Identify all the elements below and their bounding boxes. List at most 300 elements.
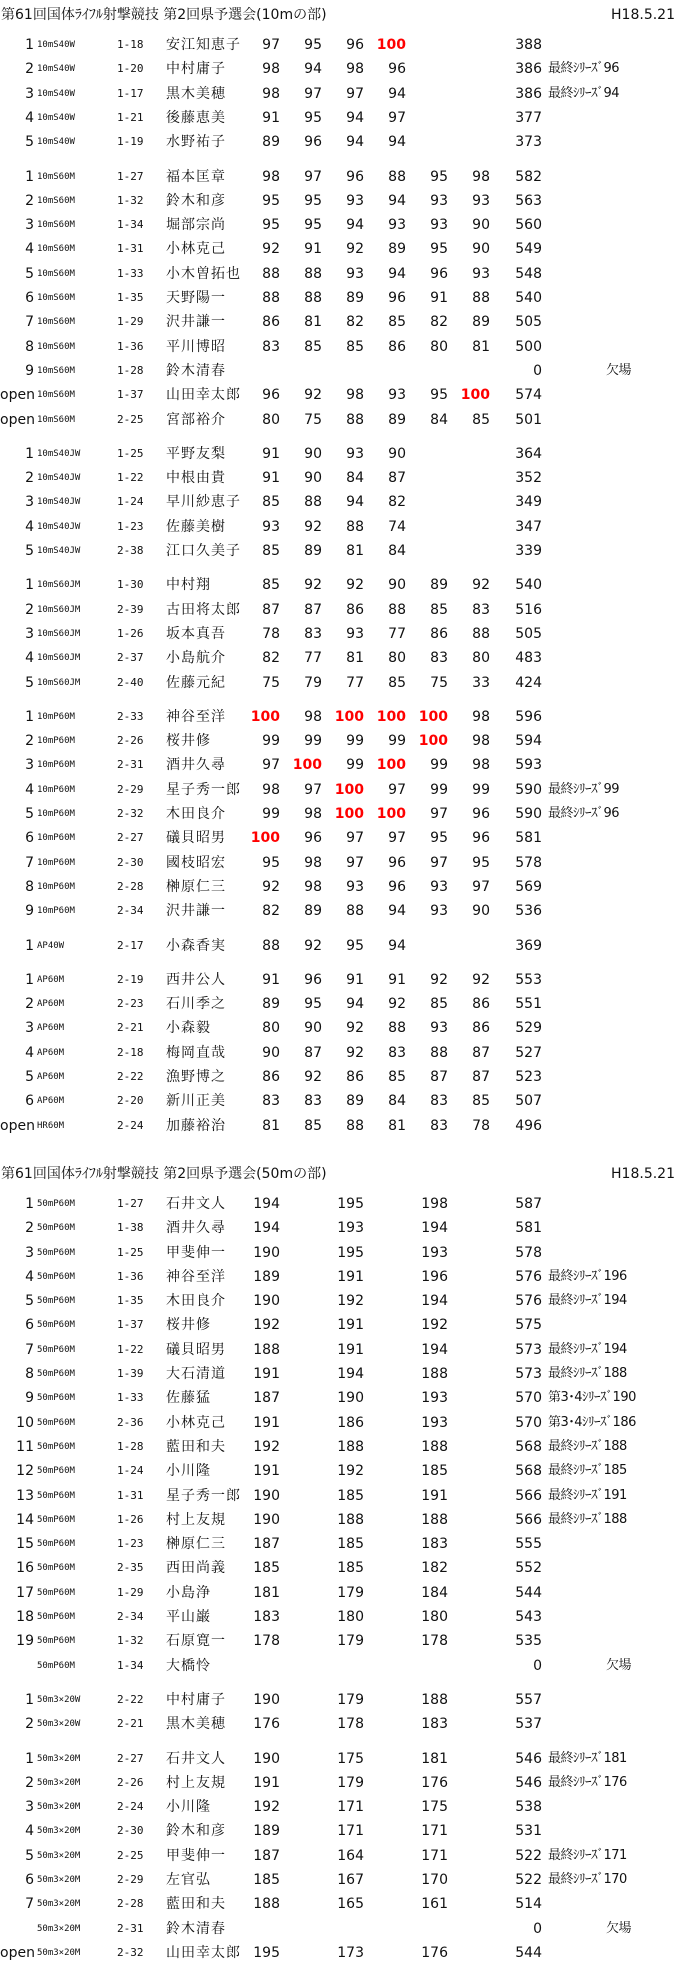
series-score: 86 (262, 314, 280, 331)
bib-number: 2-38 (117, 544, 144, 557)
bib-number: 2-31 (117, 1921, 144, 1935)
athlete-name: 大石清道 (166, 1366, 226, 1382)
result-row (0, 1411, 677, 1435)
series-score: 185 (253, 1872, 280, 1888)
series-score: 93 (346, 625, 364, 642)
result-row (0, 1016, 677, 1040)
total-score: 552 (515, 1560, 542, 1577)
rank: 6 (25, 830, 34, 847)
result-row (0, 1795, 677, 1819)
series-score: 86 (262, 1069, 280, 1085)
series-score: 96 (346, 168, 364, 185)
remark: 最終ｼﾘｰｽﾞ170 (548, 1872, 627, 1887)
bib-number: 2-36 (117, 1415, 144, 1429)
athlete-name: 礒貝昭男 (166, 830, 226, 847)
series-score: 93 (346, 878, 364, 895)
series-score: 88 (472, 290, 490, 306)
series-score: 185 (337, 1487, 364, 1504)
series-score: 176 (421, 1774, 448, 1791)
bib-number: 1-17 (117, 86, 144, 100)
total-score: 573 (515, 1366, 542, 1382)
series-score: 95 (430, 241, 448, 258)
result-row (0, 705, 677, 729)
series-score: 185 (337, 1560, 364, 1577)
event-class: 50mP60M (37, 1539, 75, 1550)
series-score: 179 (337, 1633, 364, 1650)
series-score: 93 (430, 878, 448, 895)
total-score: 549 (515, 241, 542, 258)
rank: 4 (25, 518, 34, 535)
series-score: 89 (304, 543, 322, 559)
rank: 6 (25, 1093, 34, 1110)
event-class: 50m3×20M (37, 1875, 81, 1885)
series-score: 88 (304, 494, 322, 511)
result-row (0, 1114, 677, 1138)
series-score: 83 (430, 650, 448, 667)
result-row (0, 622, 677, 646)
series-score: 190 (253, 1293, 280, 1310)
remark: 最終ｼﾘｰｽﾞ188 (548, 1438, 627, 1454)
remark: 欠場 (606, 1920, 632, 1936)
series-score: 194 (253, 1195, 280, 1212)
series-score: 82 (388, 494, 406, 511)
athlete-name: 山田幸太郎 (166, 1944, 241, 1961)
series-score: 96 (262, 387, 280, 404)
series-score: 87 (262, 601, 280, 618)
total-score: 0 (533, 1920, 542, 1937)
bib-number: 1-34 (117, 218, 144, 232)
event-class: 50mP60M (37, 1247, 75, 1258)
remark: 最終ｼﾘｰｽﾞ94 (548, 85, 620, 101)
result-row (0, 1216, 677, 1240)
series-score: 192 (253, 1438, 280, 1455)
result-row (0, 826, 677, 850)
series-score: 88 (388, 1020, 406, 1037)
rank: 3 (25, 1799, 34, 1816)
rank: 3 (25, 217, 34, 234)
athlete-name: 鈴木清春 (166, 1920, 226, 1937)
total-score: 377 (515, 109, 542, 126)
athlete-name: 石川季之 (166, 996, 226, 1013)
rank: 15 (16, 1536, 34, 1553)
series-score: 100 (418, 733, 448, 750)
series-score: 88 (262, 290, 280, 306)
athlete-name: 甲斐伸一 (166, 1847, 226, 1864)
series-score: 93 (388, 217, 406, 234)
series-score: 188 (337, 1511, 364, 1528)
rank: 9 (25, 1390, 34, 1407)
athlete-name: 小川隆 (166, 1463, 211, 1480)
athlete-name: 黒木美穂 (166, 1716, 226, 1733)
athlete-name: 小川隆 (166, 1799, 211, 1816)
bib-number: 1-32 (117, 1634, 144, 1648)
total-score: 369 (515, 937, 542, 954)
bib-number: 2-39 (117, 602, 144, 616)
rank: 6 (25, 1317, 34, 1334)
series-score: 81 (346, 650, 364, 667)
series-score: 93 (472, 192, 490, 209)
series-score: 99 (346, 757, 364, 774)
series-score: 96 (304, 971, 322, 988)
series-score: 88 (346, 518, 364, 535)
result-row (0, 729, 677, 753)
series-score: 97 (430, 854, 448, 871)
series-score: 77 (304, 650, 322, 667)
bib-number: 1-27 (117, 169, 144, 183)
bib-number: 1-33 (117, 1391, 144, 1405)
bib-number: 2-33 (117, 709, 144, 723)
bib-number: 2-29 (117, 782, 144, 796)
event-class: AP60M (37, 1072, 65, 1082)
series-score: 95 (304, 192, 322, 209)
total-score: 560 (515, 217, 542, 234)
event-class: 10mS60M (37, 268, 75, 279)
athlete-name: 西田尚義 (166, 1560, 226, 1577)
series-score: 93 (346, 445, 364, 462)
series-score: 183 (421, 1716, 448, 1733)
total-score: 537 (515, 1716, 542, 1733)
series-score: 82 (262, 650, 280, 667)
rank: 16 (16, 1560, 34, 1577)
series-score: 182 (421, 1560, 448, 1577)
series-score: 88 (388, 601, 406, 618)
series-score: 93 (388, 387, 406, 404)
remark: 最終ｼﾘｰｽﾞ188 (548, 1366, 627, 1381)
result-row (0, 851, 677, 875)
event-class: 50mP60M (37, 1490, 75, 1501)
rank: 2 (25, 601, 34, 618)
series-score: 100 (292, 757, 322, 774)
bib-number: 1-29 (117, 1585, 144, 1599)
series-score: 171 (421, 1823, 448, 1840)
series-score: 94 (346, 996, 364, 1013)
total-score: 522 (515, 1847, 542, 1864)
total-score: 566 (515, 1511, 542, 1528)
event-class: 10mS40JW (37, 546, 81, 556)
total-score: 578 (515, 854, 542, 871)
series-score: 83 (304, 625, 322, 642)
total-score: 536 (515, 903, 542, 920)
series-score: 191 (253, 1366, 280, 1382)
rank: 5 (25, 543, 34, 559)
event-class: 10mS40W (37, 137, 75, 148)
series-score: 178 (337, 1716, 364, 1733)
series-score: 96 (430, 265, 448, 282)
rank: 6 (25, 1872, 34, 1888)
total-score: 540 (515, 577, 542, 594)
series-score: 99 (262, 733, 280, 750)
result-row (0, 130, 677, 154)
result-row (0, 1892, 677, 1916)
series-score: 91 (262, 109, 280, 126)
series-score: 187 (253, 1847, 280, 1864)
remark: 最終ｼﾘｰｽﾞ194 (548, 1341, 627, 1357)
bib-number: 1-25 (117, 1245, 144, 1259)
rank: open (0, 387, 35, 404)
series-score: 97 (388, 830, 406, 847)
total-score: 0 (533, 362, 542, 379)
event-class: 10mP60M (37, 881, 75, 892)
series-score: 95 (262, 854, 280, 871)
series-score: 93 (262, 518, 280, 535)
series-score: 98 (346, 61, 364, 78)
athlete-name: 村上友規 (166, 1774, 226, 1791)
result-row (0, 539, 677, 563)
event-class: 10mP60M (37, 711, 75, 722)
rank: open (0, 411, 35, 428)
series-score: 100 (334, 806, 364, 822)
bib-number: 1-32 (117, 193, 144, 207)
result-row (0, 335, 677, 359)
event-class: 10mS40JW (37, 521, 81, 532)
rank: 3 (25, 494, 34, 511)
athlete-name: 石原寛一 (166, 1633, 226, 1650)
event-class: 50m3×20M (37, 1802, 81, 1813)
athlete-name: 鈴木清春 (166, 362, 226, 379)
series-score: 96 (304, 134, 322, 151)
series-score: 75 (430, 674, 448, 691)
event-class: 10mS60M (37, 220, 75, 231)
series-score: 167 (337, 1872, 364, 1888)
rank: 1 (25, 577, 34, 594)
series-score: 181 (421, 1750, 448, 1767)
event-class: 50m3×20W (37, 1694, 81, 1705)
total-score: 483 (515, 650, 542, 667)
series-score: 92 (304, 387, 322, 404)
remark: 最終ｼﾘｰｽﾞ196 (548, 1268, 627, 1284)
series-score: 191 (253, 1463, 280, 1480)
series-score: 87 (430, 1069, 448, 1085)
event-class: 10mP60M (37, 857, 75, 868)
series-score: 84 (346, 470, 364, 487)
series-score: 82 (346, 314, 364, 331)
event-class: AP60M (37, 999, 65, 1010)
series-score: 97 (262, 37, 280, 53)
series-score: 193 (421, 1414, 448, 1431)
athlete-name: 鈴木和彦 (166, 192, 226, 209)
result-row (0, 310, 677, 334)
series-score: 194 (421, 1293, 448, 1310)
athlete-name: 古田将太郎 (166, 601, 241, 618)
rank: 1 (25, 37, 34, 53)
series-score: 97 (304, 85, 322, 102)
event-class: 10mP60M (37, 784, 75, 795)
series-score: 195 (337, 1195, 364, 1212)
event-class: 10mS60M (37, 244, 75, 255)
athlete-name: 神谷至洋 (166, 708, 226, 725)
series-score: 83 (388, 1044, 406, 1061)
total-score: 576 (515, 1268, 542, 1285)
series-score: 184 (421, 1584, 448, 1601)
event-class: 50mP60M (37, 1466, 75, 1477)
bib-number: 1-26 (117, 626, 144, 640)
total-score: 593 (515, 757, 542, 774)
series-score: 82 (430, 314, 448, 331)
series-score: 83 (304, 1093, 322, 1110)
series-score: 190 (253, 1487, 280, 1504)
athlete-name: 漁野博之 (166, 1069, 226, 1085)
series-score: 89 (430, 577, 448, 594)
rank: 9 (25, 903, 34, 920)
total-score: 388 (515, 37, 542, 53)
bib-number: 1-35 (117, 1294, 144, 1308)
event-class: 10mS40W (37, 40, 75, 50)
series-score: 92 (304, 518, 322, 535)
athlete-name: 中村翔 (166, 577, 211, 594)
series-score: 88 (262, 265, 280, 282)
bib-number: 2-29 (117, 1873, 144, 1886)
series-score: 95 (304, 37, 322, 53)
result-row (0, 262, 677, 286)
athlete-name: 江口久美子 (166, 543, 241, 559)
rank: 8 (25, 878, 34, 895)
series-score: 80 (388, 650, 406, 667)
bib-number: 1-37 (117, 1318, 144, 1332)
series-score: 195 (253, 1944, 280, 1961)
athlete-name: 榊原仁三 (166, 1536, 226, 1553)
result-row (0, 1362, 677, 1386)
series-score: 194 (337, 1366, 364, 1382)
rank: 5 (25, 265, 34, 282)
series-score: 90 (472, 217, 490, 234)
total-score: 529 (515, 1020, 542, 1037)
bib-number: 1-18 (117, 38, 144, 51)
bib-number: 2-32 (117, 1945, 144, 1959)
event-class: 10mS60JM (37, 604, 81, 615)
series-score: 179 (337, 1584, 364, 1601)
series-score: 94 (388, 265, 406, 282)
result-row (0, 33, 677, 57)
athlete-name: 石井文人 (166, 1750, 226, 1767)
bib-number: 2-27 (117, 831, 144, 845)
total-score: 569 (515, 878, 542, 895)
total-score: 566 (515, 1487, 542, 1504)
total-score: 548 (515, 265, 542, 282)
total-score: 535 (515, 1633, 542, 1650)
page-date: H18.5.21 (611, 1165, 675, 1182)
total-score: 540 (515, 290, 542, 306)
rank: 8 (25, 338, 34, 355)
result-row (0, 1819, 677, 1843)
athlete-name: 星子秀一郎 (166, 781, 241, 798)
event-class: 10mS60JM (37, 653, 81, 664)
series-score: 92 (346, 1020, 364, 1037)
event-class: 50m3×20M (37, 1850, 81, 1861)
series-score: 176 (421, 1944, 448, 1961)
total-score: 581 (515, 1220, 542, 1237)
athlete-name: 星子秀一郎 (166, 1487, 241, 1504)
series-score: 96 (472, 806, 490, 822)
athlete-name: 後藤恵美 (166, 109, 226, 126)
rank: 13 (16, 1487, 34, 1504)
result-row (0, 875, 677, 899)
series-score: 81 (262, 1117, 280, 1134)
total-score: 347 (515, 518, 542, 535)
rank: 4 (25, 1044, 34, 1061)
athlete-name: 平川博昭 (166, 338, 226, 355)
event-class: 10mS60M (37, 293, 75, 303)
result-row (0, 1241, 677, 1265)
event-class: 10mS60M (37, 341, 75, 352)
series-score: 90 (304, 470, 322, 487)
rank: 2 (25, 996, 34, 1013)
result-row (0, 899, 677, 923)
series-score: 81 (346, 543, 364, 559)
event-class: AP60M (37, 1096, 65, 1107)
bib-number: 2-25 (117, 412, 144, 426)
event-class: 50mP60M (37, 1198, 75, 1209)
total-score: 501 (515, 411, 542, 428)
series-score: 171 (421, 1847, 448, 1864)
series-score: 88 (430, 1044, 448, 1061)
remark: 最終ｼﾘｰｽﾞ171 (548, 1847, 627, 1863)
series-score: 193 (337, 1220, 364, 1237)
series-score: 96 (388, 878, 406, 895)
series-score: 170 (421, 1872, 448, 1888)
bib-number: 1-39 (117, 1367, 144, 1380)
series-score: 185 (421, 1463, 448, 1480)
series-score: 179 (337, 1691, 364, 1708)
athlete-name: 榊原仁三 (166, 878, 226, 895)
rank: 12 (16, 1463, 34, 1480)
rank: 4 (25, 109, 34, 126)
series-score: 97 (430, 806, 448, 822)
athlete-name: 天野陽一 (166, 290, 226, 306)
event-class: 10mP60M (37, 906, 75, 917)
athlete-name: 國枝昭宏 (166, 854, 226, 871)
result-row (0, 1459, 677, 1483)
series-score: 94 (346, 494, 364, 511)
series-score: 97 (262, 757, 280, 774)
page-date: H18.5.21 (611, 7, 675, 23)
remark: 最終ｼﾘｰｽﾞ96 (548, 806, 620, 821)
remark: 欠場 (606, 1657, 632, 1673)
event-class: 50mP60M (37, 1369, 75, 1379)
series-score: 178 (421, 1633, 448, 1650)
event-class: 10mS40JW (37, 497, 81, 508)
series-score: 94 (346, 134, 364, 151)
result-row (0, 646, 677, 670)
result-row (0, 1629, 677, 1653)
series-score: 194 (421, 1220, 448, 1237)
series-score: 89 (346, 290, 364, 306)
bib-number: 2-27 (117, 1751, 144, 1765)
athlete-name: 甲斐伸一 (166, 1244, 226, 1261)
series-score: 194 (421, 1341, 448, 1358)
series-score: 94 (388, 937, 406, 954)
bib-number: 1-23 (117, 519, 144, 533)
series-score: 188 (421, 1366, 448, 1382)
result-row (0, 165, 677, 189)
remark: 欠場 (606, 362, 632, 378)
event-class: AP60M (37, 1047, 65, 1058)
athlete-name: 黒木美穂 (166, 85, 226, 102)
series-score: 75 (262, 674, 280, 691)
rank: 1 (25, 937, 34, 954)
event-class: 50m3×20M (37, 1923, 81, 1934)
total-score: 587 (515, 1195, 542, 1212)
series-score: 95 (262, 217, 280, 234)
bib-number: 2-30 (117, 1824, 144, 1838)
series-score: 90 (304, 1020, 322, 1037)
series-score: 88 (346, 411, 364, 428)
rank: 3 (25, 625, 34, 642)
total-score: 544 (515, 1944, 542, 1961)
total-score: 373 (515, 134, 542, 151)
athlete-name: 酒井久尋 (166, 1220, 226, 1237)
series-score: 85 (262, 577, 280, 594)
rank: 3 (25, 1020, 34, 1037)
